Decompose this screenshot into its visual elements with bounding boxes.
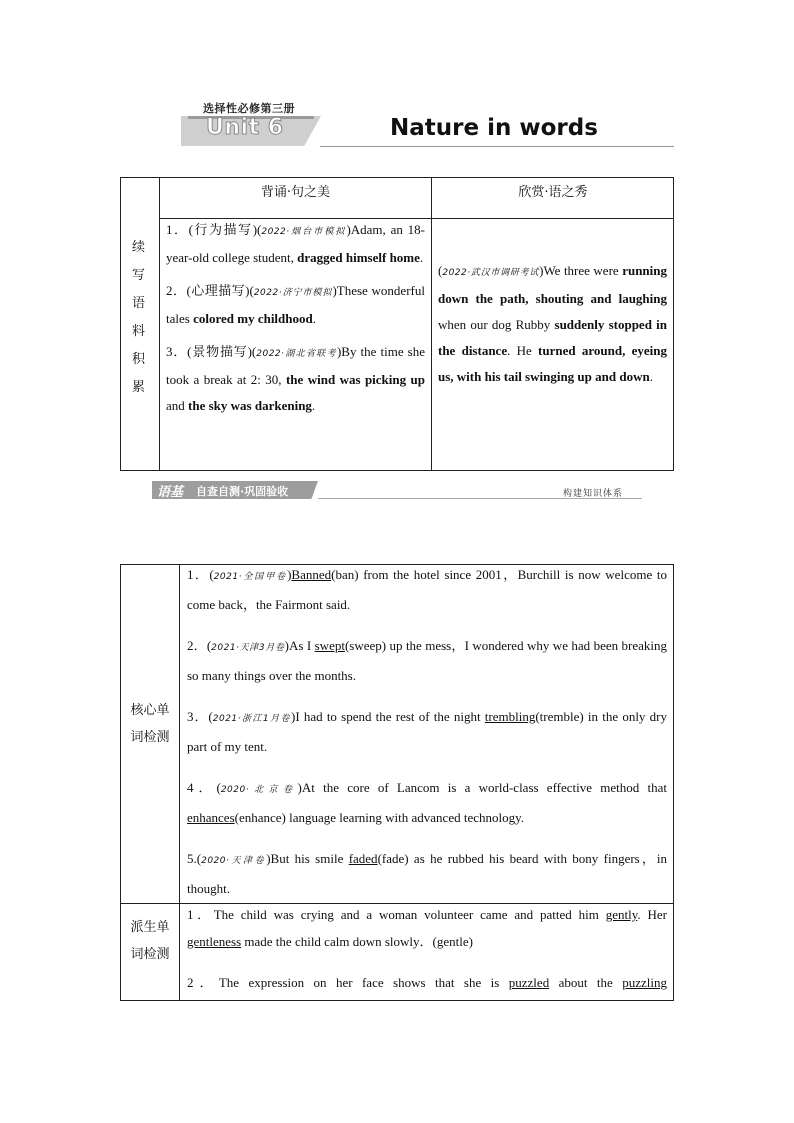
table-divider bbox=[159, 177, 160, 471]
table-divider bbox=[179, 564, 180, 1001]
section-title: 自查自测·巩固验收 bbox=[196, 485, 289, 498]
core-item: 4．(2020·北京卷)At the core of Lancom is a world-class effective method that enhances(enhance) language learning with advanced technology. bbox=[187, 780, 667, 825]
derived-item: 2．The expression on her face shows that she is puzzled about the puzzling bbox=[187, 975, 667, 990]
answer-blank: faded bbox=[348, 851, 378, 866]
recite-item: 1．(行为描写)(2022·烟台市模拟)Adam, an 18-year-old college student, dragged himself home. bbox=[166, 222, 425, 265]
answer-blank: gently bbox=[605, 907, 638, 922]
column-header-appreciate: 欣赏·语之秀 bbox=[518, 185, 588, 200]
side-label-core-words: 核心单 词检测 bbox=[130, 703, 170, 745]
derived-word-items bbox=[187, 901, 667, 1000]
answer-blank: trembling bbox=[484, 709, 536, 724]
recite-item: 2．(心理描写)(2022·济宁市模拟)These wonderful tales colored my childhood. bbox=[166, 283, 425, 326]
core-item: 3．(2021·浙江1月卷)I had to spend the rest of the night trembling(tremble) in the only dry part of my tent. bbox=[187, 709, 667, 754]
recite-sentences bbox=[166, 217, 425, 419]
unit-label: Unit 6 bbox=[206, 115, 284, 140]
answer-blank: enhances bbox=[187, 810, 235, 825]
recite-item: 3．(景物描写)(2022·湖北省联考)By the time she took a break at 2: 30, the wind was picking up and the sky was darkening. bbox=[166, 344, 425, 413]
answer-blank: Banned bbox=[291, 567, 332, 582]
answer-blank: gentleness bbox=[187, 934, 242, 949]
core-word-items bbox=[187, 561, 667, 902]
section-subtitle: 构建知识体系 bbox=[563, 489, 624, 499]
derived-item: 1．The child was crying and a woman volunteer came and patted him gently. Her gentleness made the child calm down slowly．(gentle) bbox=[187, 907, 667, 949]
core-item: 1．(2021·全国甲卷)Banned(ban) from the hotel since 2001，Burchill is now welcome to come back，the Fairmont said. bbox=[187, 567, 667, 612]
table-divider bbox=[431, 177, 432, 471]
title-rule bbox=[320, 146, 674, 147]
series-label: 选择性必修第三册 bbox=[203, 102, 295, 115]
column-header-recite: 背诵·句之美 bbox=[260, 185, 331, 200]
side-label-derived-words: 派生单 词检测 bbox=[130, 920, 170, 962]
core-item: 5.(2020·天津卷)But his smile faded(fade) as he rubbed his beard with bony fingers，in thought. bbox=[187, 851, 668, 896]
core-item: 2．(2021·天津3月卷)As I swept(sweep) up the mess，I wondered why we had been breaking so many things over the months. bbox=[187, 638, 668, 683]
answer-blank: puzzling bbox=[622, 975, 667, 990]
appreciate-passage: (2022·武汉市调研考试)We three were running down the path, shouting and laughing when our dog Rubby suddenly stopped in the distance. He turned around, eyeing us, with his tail swinging up and down. bbox=[438, 263, 667, 384]
side-label-writing: 续 写 语 料 积 累 bbox=[132, 240, 146, 395]
answer-blank: puzzled bbox=[508, 975, 550, 990]
section-tag: 语基 bbox=[157, 485, 184, 500]
unit-title: Nature in words bbox=[390, 115, 598, 141]
answer-blank: swept bbox=[314, 638, 345, 653]
